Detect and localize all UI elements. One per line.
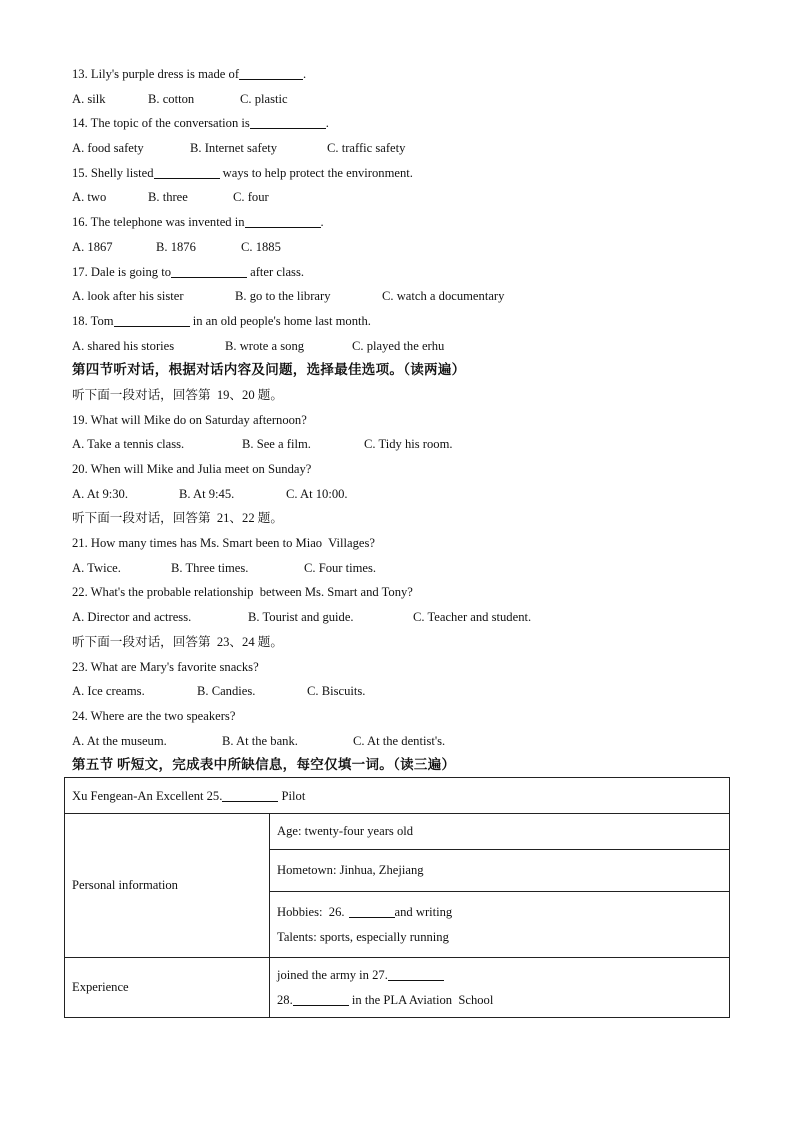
- age-cell: Age: twenty-four years old: [270, 814, 730, 850]
- question-text-tail: ways to help protect the environment.: [219, 165, 413, 180]
- answer-option[interactable]: C. plastic: [240, 91, 288, 106]
- answer-option[interactable]: A. Director and actress.: [72, 610, 192, 625]
- options-q13: [72, 87, 732, 112]
- question-text-tail: .: [325, 116, 329, 131]
- answer-options: [72, 605, 732, 630]
- question-text: 13. Lily's purple dress is made of: [72, 67, 240, 81]
- question-text: 16. The telephone was invented in: [72, 215, 245, 230]
- question-text: 19. What will Mike do on Saturday afternoon?: [72, 412, 307, 427]
- answer-blank[interactable]: [239, 65, 303, 80]
- answer-option[interactable]: B. Tourist and guide.: [248, 610, 354, 625]
- answer-option[interactable]: C. played the erhu: [352, 338, 445, 353]
- question-text: 24. Where are the two speakers?: [72, 708, 236, 723]
- answer-option[interactable]: A. 1867: [72, 239, 113, 254]
- question-text: 18. Tom: [72, 313, 114, 328]
- answer-option[interactable]: C. Teacher and student.: [413, 610, 532, 625]
- options-q17: [72, 284, 732, 309]
- answer-blank[interactable]: [171, 263, 247, 278]
- answer-blank-27[interactable]: [388, 966, 444, 981]
- question-q15: [72, 161, 732, 186]
- answer-option[interactable]: A. look after his sister: [72, 289, 184, 304]
- answer-options: [72, 729, 732, 754]
- experience-cell: [270, 958, 730, 1018]
- hobbies-talents-cell: [270, 892, 730, 958]
- options-q16: [72, 235, 732, 260]
- table-title-cell: [65, 778, 730, 814]
- table-title-prefix: Xu Fengean-An Excellent 25.: [72, 789, 223, 803]
- answer-option[interactable]: C. Four times.: [304, 560, 377, 575]
- answer-option[interactable]: A. At the museum.: [72, 733, 167, 748]
- options-q14: [72, 136, 732, 161]
- answer-option[interactable]: B. Three times.: [171, 560, 249, 575]
- answer-option[interactable]: B. See a film.: [242, 437, 311, 452]
- hometown-cell: Hometown: Jinhua, Zhejiang: [270, 850, 730, 892]
- answer-option[interactable]: B. Candies.: [197, 684, 256, 699]
- answer-option[interactable]: C. 1885: [241, 239, 281, 254]
- answer-option[interactable]: C. Biscuits.: [307, 684, 366, 699]
- answer-option[interactable]: C. At 10:00.: [286, 486, 348, 501]
- question-text-tail: in an old people's home last month.: [189, 313, 371, 328]
- answer-option[interactable]: A. Take a tennis class.: [72, 437, 185, 452]
- answer-option[interactable]: C. Tidy his room.: [364, 437, 453, 452]
- answer-option[interactable]: C. four: [233, 190, 269, 205]
- question-q18: [72, 309, 732, 334]
- question-q16: [72, 210, 732, 235]
- answer-options: [72, 482, 732, 507]
- answer-option[interactable]: C. traffic safety: [327, 141, 406, 156]
- answer-blank-25[interactable]: [222, 787, 278, 802]
- answer-option[interactable]: C. watch a documentary: [382, 289, 505, 304]
- question-text: 21. How many times has Ms. Smart been to Miao Villages?: [72, 536, 375, 551]
- options-q15: [72, 185, 732, 210]
- answer-option[interactable]: B. At the bank.: [222, 733, 298, 748]
- answer-option[interactable]: B. At 9:45.: [179, 486, 235, 501]
- answer-blank[interactable]: [154, 164, 220, 179]
- dialogue-intro: 听下面一段对话，回答第 19、20 题。: [72, 387, 283, 402]
- question-text-tail: .: [320, 215, 324, 230]
- answer-options: [72, 432, 732, 457]
- question-q17: [72, 260, 732, 285]
- question-text-tail: .: [303, 67, 307, 81]
- question-q14: [72, 111, 732, 136]
- personal-info-label: Personal information: [65, 814, 270, 958]
- answer-blank-26[interactable]: [349, 903, 395, 918]
- question-text: 20. When will Mike and Julia meet on Sunday?: [72, 462, 312, 476]
- answer-option[interactable]: B. Internet safety: [190, 141, 278, 156]
- table-title-suffix: Pilot: [278, 789, 306, 803]
- hobbies-prefix: Hobbies: 26.: [277, 904, 345, 919]
- question-text: 17. Dale is going to: [72, 264, 171, 279]
- question-text: 23. What are Mary's favorite snacks?: [72, 659, 259, 674]
- dialogue-intro: 听下面一段对话，回答第 21、22 题。: [72, 511, 283, 526]
- answer-blank[interactable]: [114, 312, 190, 327]
- answer-option[interactable]: A. At 9:30.: [72, 486, 128, 501]
- answer-option[interactable]: C. At the dentist's.: [353, 733, 446, 748]
- answer-option[interactable]: B. go to the library: [235, 289, 331, 304]
- experience-prefix-27: joined the army in 27.: [277, 967, 388, 982]
- answer-option[interactable]: A. silk: [72, 91, 106, 106]
- experience-suffix-28: in the PLA Aviation School: [348, 992, 494, 1007]
- options-q18: [72, 334, 732, 359]
- worksheet-page: [72, 62, 732, 778]
- dialogue-intro: 听下面一段对话，回答第 23、24 题。: [72, 634, 283, 649]
- answer-option[interactable]: B. cotton: [148, 91, 195, 106]
- hobbies-suffix: and writing: [394, 904, 453, 919]
- question-text-tail: after class.: [247, 264, 304, 279]
- answer-option[interactable]: B. three: [148, 190, 188, 205]
- question-text: 14. The topic of the conversation is: [72, 116, 250, 131]
- question-text: 15. Shelly listed: [72, 165, 154, 180]
- experience-prefix-28: 28.: [277, 992, 293, 1007]
- info-table: [64, 777, 730, 1018]
- answer-option[interactable]: B. wrote a song: [225, 338, 305, 353]
- experience-label: Experience: [65, 958, 270, 1018]
- answer-option[interactable]: A. Ice creams.: [72, 684, 145, 699]
- answer-option[interactable]: A. two: [72, 190, 107, 205]
- answer-option[interactable]: A. Twice.: [72, 560, 121, 575]
- answer-option[interactable]: B. 1876: [156, 239, 196, 254]
- answer-options: [72, 556, 732, 581]
- question-text: 22. What's the probable relationship between Ms. Smart and Tony?: [72, 585, 413, 600]
- answer-options: [72, 679, 732, 704]
- talents-text: Talents: sports, especially running: [277, 929, 449, 944]
- section-4-heading: 第四节听对话，根据对话内容及问题，选择最佳选项。（读两遍）: [72, 362, 466, 378]
- answer-blank-28[interactable]: [293, 991, 349, 1006]
- answer-option[interactable]: A. food safety: [72, 141, 144, 156]
- question-q13: [72, 62, 732, 87]
- answer-blank[interactable]: [250, 114, 326, 129]
- section-5-heading: 第五节 听短文，完成表中所缺信息，每空仅填一词。（读三遍）: [72, 757, 456, 773]
- answer-blank[interactable]: [245, 213, 321, 228]
- answer-option[interactable]: A. shared his stories: [72, 338, 175, 353]
